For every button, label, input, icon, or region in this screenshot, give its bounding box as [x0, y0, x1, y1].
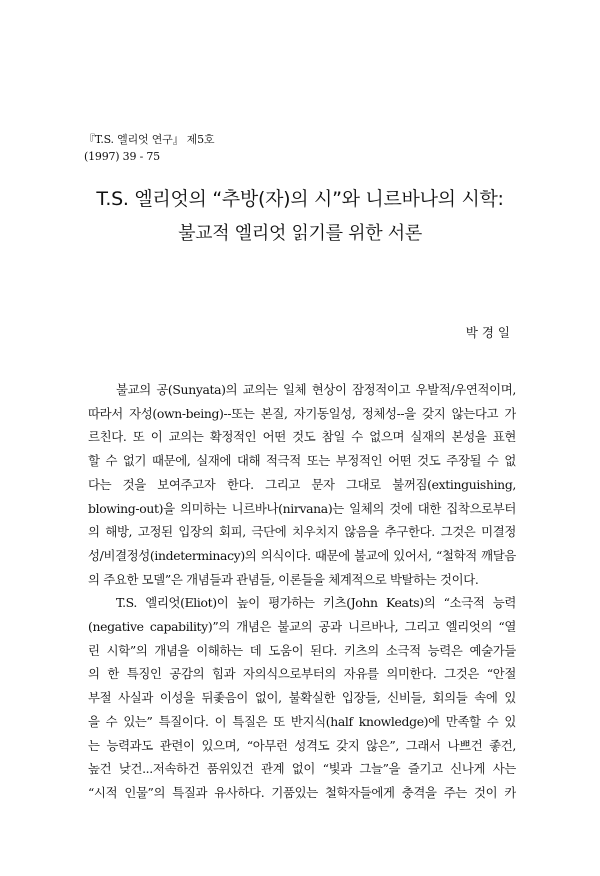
body-line: 할 수 없기 때문에, 실재에 대해 적극적 또는 부정적인 어떤 것도 주장될 수 없: [88, 453, 516, 469]
article-title: [0, 186, 600, 247]
journal-name: 『T.S. 엘리엇 연구』 제5호: [84, 133, 215, 146]
body-line: 성/비결정성(indeterminacy)의 의식이다. 때문에 불교에 있어서, “철학적 깨달음: [88, 547, 516, 563]
body-line: 린 시학”의 개념을 이해하는 데 도움이 된다. 키츠의 소극적 능력은 예술가들: [88, 642, 516, 658]
body-line: 따라서 자성(own-being)--또는 본질, 자기동일성, 정체성--을 갖지 않는다고 가: [88, 405, 516, 421]
body-line: blowing-out)을 의미하는 니르바나(nirvana)는 일체의 것에 대한 집착으로부터: [88, 500, 516, 516]
title-line-2: 불교적 엘리엇 읽기를 위한 서론: [178, 223, 422, 244]
body-line: 의 해방, 고정된 입장의 회피, 극단에 치우치지 않음을 추구한다. 그것은 미결정: [88, 524, 516, 540]
body-text: [88, 378, 516, 805]
body-line: 는 능력과도 관련이 있으며, “아무런 성격도 갖지 않은”, 그래서 나쁘건 좋건,: [88, 737, 516, 753]
body-line: 의 한 특징인 공감의 힘과 자의식으로부터의 자유를 의미한다. 그것은 “안절: [88, 666, 516, 682]
body-line: 다는 것을 보여주고자 한다. 그리고 문자 그대로 불꺼짐(extinguishing,: [88, 476, 516, 492]
body-line: 을 수 있는” 특질이다. 이 특질은 또 반지식(half knowledge)에 만족할 수 있: [88, 713, 516, 729]
title-line-1: T.S. 엘리엇의 “추방(자)의 시”와 니르바나의 시학:: [96, 188, 504, 210]
author-name: 박경일: [465, 325, 514, 340]
body-line: 부절 사실과 이성을 뒤좇음이 없이, 불확실한 입장들, 신비들, 회의들 속에 있: [88, 690, 516, 706]
body-line: 불교의 공(Sunyata)의 교의는 일체 현상이 잠정적이고 우발적/우연적이며,: [116, 382, 516, 397]
journal-year-pages: (1997) 39 - 75: [84, 150, 160, 163]
body-line: “시적 인물”의 특질과 유사하다. 기품있는 철학자들에게 충격을 주는 것이 카: [88, 784, 516, 800]
body-line: 르친다. 또 이 교의는 확정적인 어떤 것도 참일 수 없으며 실재의 본성을 표현: [88, 429, 516, 445]
body-line: 높건 낮건...저속하건 품위있건 관계 없이 “빛과 그늘”을 즐기고 신나게 사는: [88, 761, 516, 777]
body-line: 의 주요한 모델”은 개념들과 관념들, 이론들을 체계적으로 박탈하는 것이다.: [88, 571, 479, 587]
body-line: T.S. 엘리엇(Eliot)이 높이 평가하는 키츠(John Keats)의 “소극적 능력: [116, 595, 516, 611]
body-line: (negative capability)”의 개념은 불교의 공과 니르바나, 그리고 엘리엇의 “열: [88, 619, 516, 635]
journal-citation: [84, 131, 214, 165]
